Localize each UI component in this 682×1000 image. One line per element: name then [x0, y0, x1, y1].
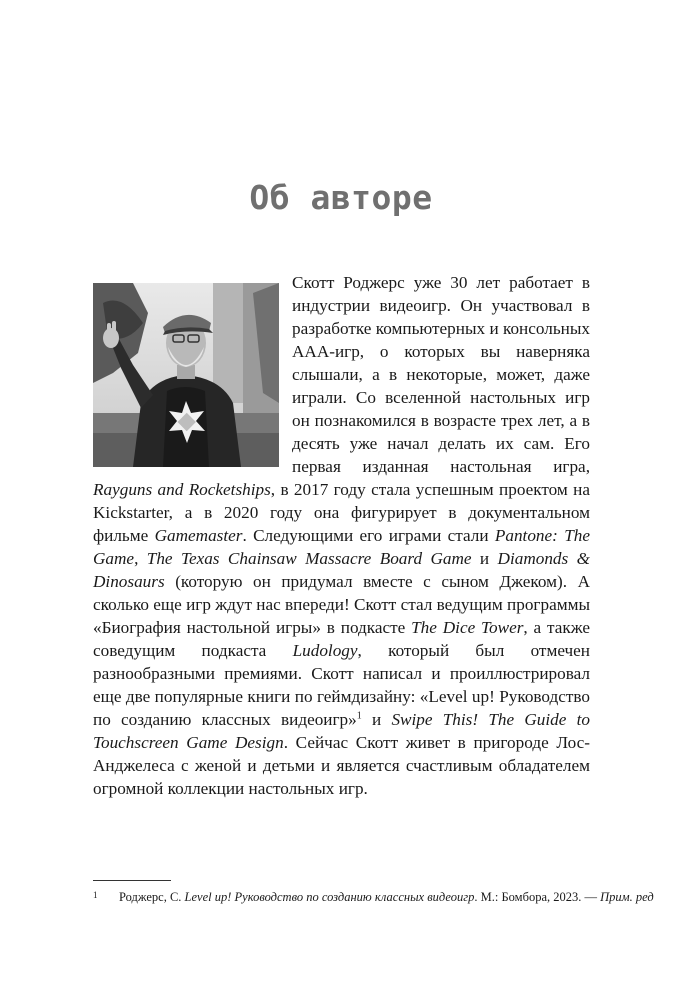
bio-text: и: [361, 710, 392, 729]
bio-text: (которую он придумал вместе с сыном Джеком). А сколько еще игр ждут нас впереди! Скотт стал ведущим программы «Биография настольной игры» в подкасте: [93, 572, 590, 637]
page-title: Об авторе: [249, 178, 433, 217]
bio-text: Скотт Роджерс уже 30 лет работает в индустрии видеоигр. Он участвовал в разработке компьютерных и консольных ААА-игр, о которых вы наверняка слышали, а в некоторые, может, даже играли. Со вселенной настольных игр он познакомился в возрасте трех лет, а в десять уже начал делать их сам. Его первая изданная настольная игра,: [292, 273, 590, 476]
game-title: Diamonds & Dinosaurs: [93, 549, 590, 591]
game-title: The Texas Chainsaw Massacre Board Game: [146, 549, 472, 568]
footnote-text: . М.: Бомбора, 2023. —: [474, 890, 601, 904]
footnote-number: 1: [93, 890, 98, 900]
podcast-title: The Dice Tower: [411, 618, 524, 637]
bio-text: , который был отмечен разнообразными премиями. Скотт написал и проиллюстрировал еще две популярные книги по геймдизайну: «Level up! Руководство по созданию классных видеоигр»: [93, 641, 590, 729]
book-title: Swipe This! The Guide to Touchscreen Game Design: [93, 710, 590, 752]
podcast-title: Ludology: [292, 641, 358, 660]
film-title: Gamemaster: [154, 526, 243, 545]
bio-text: . Следующими его играми стали: [242, 526, 495, 545]
bio-text: , а также соведущим подкаста: [93, 618, 590, 660]
bio-text: и: [471, 549, 498, 568]
bio-text: . Сейчас Скотт живет в пригороде Лос-Анджелеса с женой и детьми и является счастливым обладателем огромной коллекции настольных игр.: [93, 733, 590, 798]
footnote-editor-note: Прим. ред: [600, 890, 654, 904]
bio-text: , в 2017 году стала успешным проектом на Kickstarter, а в 2020 году она фигурирует в документальном фильме: [93, 480, 590, 545]
bio-text: ,: [134, 549, 147, 568]
footnote-marker: 1: [356, 710, 362, 722]
author-bio: [93, 271, 590, 800]
game-title: Pantone: The Game: [93, 526, 590, 568]
author-photo: [93, 283, 279, 467]
footnote: [93, 889, 654, 905]
footnote-text: Роджерс, С.: [119, 890, 185, 904]
footnote-book-title: Level up! Руководство по созданию классных видеоигр: [184, 890, 475, 904]
game-title: Rayguns and Rocketships: [93, 480, 271, 499]
footnote-rule: [93, 880, 171, 881]
